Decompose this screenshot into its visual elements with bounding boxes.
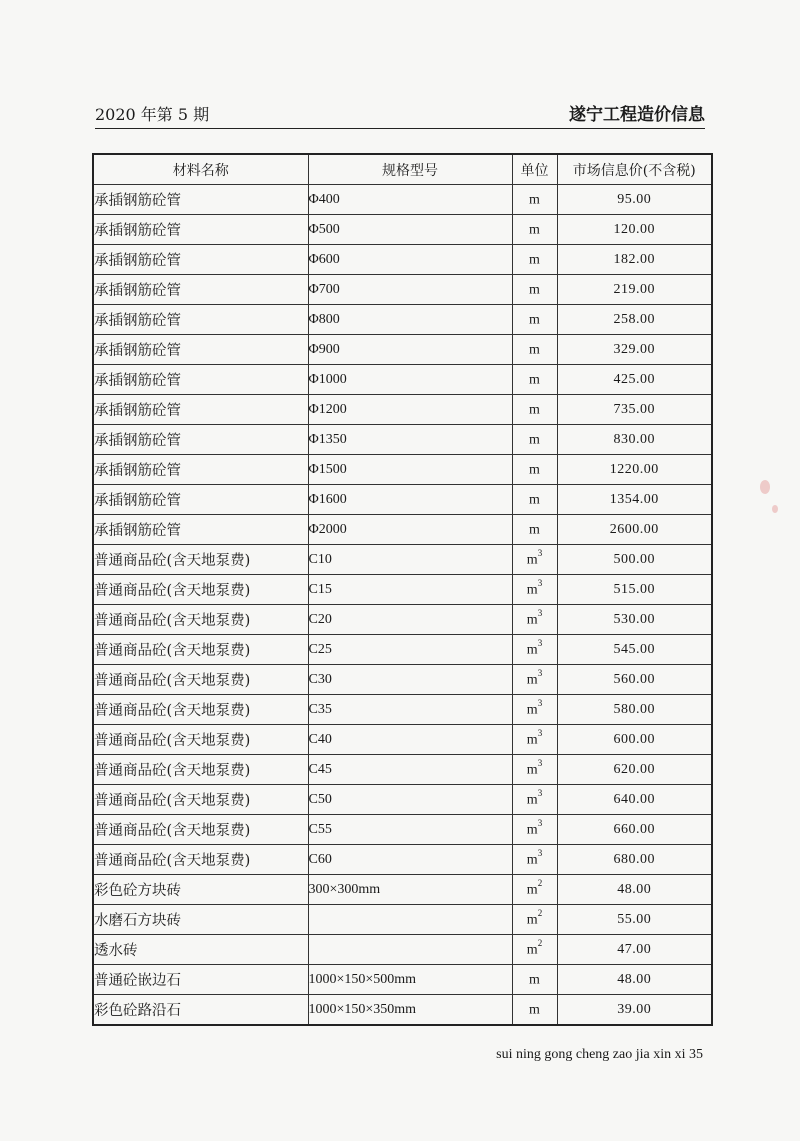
material-unit [512, 395, 557, 425]
material-spec: Φ1200 [308, 395, 512, 425]
table-row [93, 695, 712, 725]
table-row [93, 425, 712, 455]
material-spec: C60 [308, 845, 512, 875]
column-header-unit: 单位 [512, 154, 557, 185]
unit-exponent: 3 [537, 608, 543, 619]
market-price: 620.00 [557, 755, 712, 785]
unit-exponent: 3 [537, 728, 543, 739]
unit-base: m [526, 642, 538, 658]
unit-base: m [526, 672, 538, 688]
material-spec: C20 [308, 605, 512, 635]
table-row [93, 905, 712, 935]
table-row [93, 245, 712, 275]
material-unit [512, 725, 557, 755]
market-price: 560.00 [557, 665, 712, 695]
issue-label: 2020 年第 5 期 [95, 105, 210, 124]
unit-exponent: 2 [537, 938, 543, 949]
material-spec: Φ700 [308, 275, 512, 305]
market-price: 640.00 [557, 785, 712, 815]
table-row [93, 965, 712, 995]
market-price: 95.00 [557, 185, 712, 215]
page-header [95, 98, 705, 129]
table-row [93, 815, 712, 845]
market-price: 2600.00 [557, 515, 712, 545]
column-header-name: 材料名称 [93, 154, 308, 185]
unit-base: m [526, 762, 538, 778]
market-price: 329.00 [557, 335, 712, 365]
material-spec: Φ400 [308, 185, 512, 215]
material-unit [512, 935, 557, 965]
material-unit [512, 605, 557, 635]
material-unit [512, 455, 557, 485]
material-name: 普通商品砼(含天地泵费) [93, 725, 308, 755]
ink-stain [760, 480, 770, 494]
material-name: 承插钢筋砼管 [93, 455, 308, 485]
table-row [93, 485, 712, 515]
material-spec: Φ600 [308, 245, 512, 275]
unit-base: m [529, 312, 540, 328]
material-spec: Φ900 [308, 335, 512, 365]
column-header-spec: 规格型号 [308, 154, 512, 185]
unit-exponent: 3 [537, 698, 543, 709]
material-name: 承插钢筋砼管 [93, 485, 308, 515]
material-name: 普通商品砼(含天地泵费) [93, 695, 308, 725]
material-unit [512, 185, 557, 215]
material-spec: 1000×150×500mm [308, 965, 512, 995]
material-name: 承插钢筋砼管 [93, 305, 308, 335]
material-unit [512, 695, 557, 725]
material-spec: Φ1500 [308, 455, 512, 485]
unit-exponent: 2 [537, 908, 543, 919]
material-unit [512, 665, 557, 695]
unit-base: m [529, 222, 540, 238]
material-unit [512, 575, 557, 605]
material-spec: 300×300mm [308, 875, 512, 905]
unit-base: m [529, 522, 540, 538]
market-price: 39.00 [557, 995, 712, 1026]
unit-exponent: 3 [537, 758, 543, 769]
unit-base: m [526, 912, 538, 928]
unit-base: m [529, 192, 540, 208]
market-price: 48.00 [557, 965, 712, 995]
market-price: 830.00 [557, 425, 712, 455]
material-unit [512, 515, 557, 545]
material-spec: C50 [308, 785, 512, 815]
unit-base: m [529, 402, 540, 418]
material-unit [512, 755, 557, 785]
table-row [93, 215, 712, 245]
table-row [93, 395, 712, 425]
table-row [93, 935, 712, 965]
unit-base: m [529, 342, 540, 358]
market-price: 258.00 [557, 305, 712, 335]
material-spec: 1000×150×350mm [308, 995, 512, 1026]
market-price: 55.00 [557, 905, 712, 935]
table-row [93, 725, 712, 755]
material-unit [512, 275, 557, 305]
table-row [93, 515, 712, 545]
material-spec: Φ2000 [308, 515, 512, 545]
material-name: 透水砖 [93, 935, 308, 965]
material-spec: Φ1350 [308, 425, 512, 455]
material-unit [512, 785, 557, 815]
table-header-row [93, 154, 712, 185]
material-name: 普通商品砼(含天地泵费) [93, 755, 308, 785]
material-name: 普通商品砼(含天地泵费) [93, 845, 308, 875]
unit-base: m [526, 732, 538, 748]
material-name: 普通商品砼(含天地泵费) [93, 785, 308, 815]
unit-base: m [526, 822, 538, 838]
market-price: 182.00 [557, 245, 712, 275]
material-unit [512, 905, 557, 935]
market-price: 600.00 [557, 725, 712, 755]
material-unit [512, 965, 557, 995]
table-row [93, 845, 712, 875]
market-price: 515.00 [557, 575, 712, 605]
market-price: 735.00 [557, 395, 712, 425]
market-price: 545.00 [557, 635, 712, 665]
table-row [93, 995, 712, 1026]
table-row [93, 605, 712, 635]
unit-base: m [526, 942, 538, 958]
unit-base: m [526, 702, 538, 718]
ink-stain [772, 505, 778, 513]
material-spec: C25 [308, 635, 512, 665]
unit-base: m [526, 792, 538, 808]
unit-base: m [526, 612, 538, 628]
material-spec [308, 935, 512, 965]
material-spec: Φ500 [308, 215, 512, 245]
material-spec: Φ1000 [308, 365, 512, 395]
unit-base: m [529, 372, 540, 388]
material-unit [512, 845, 557, 875]
unit-base: m [529, 492, 540, 508]
unit-base: m [526, 882, 538, 898]
material-name: 普通商品砼(含天地泵费) [93, 815, 308, 845]
material-unit [512, 245, 557, 275]
market-price: 47.00 [557, 935, 712, 965]
material-spec: C55 [308, 815, 512, 845]
table-row [93, 545, 712, 575]
material-name: 普通商品砼(含天地泵费) [93, 635, 308, 665]
table-body [93, 185, 712, 1026]
material-name: 承插钢筋砼管 [93, 335, 308, 365]
material-name: 承插钢筋砼管 [93, 275, 308, 305]
material-name: 承插钢筋砼管 [93, 245, 308, 275]
column-header-price: 市场信息价(不含税) [557, 154, 712, 185]
material-unit [512, 545, 557, 575]
table-row [93, 455, 712, 485]
market-price: 530.00 [557, 605, 712, 635]
market-price: 580.00 [557, 695, 712, 725]
price-table [92, 153, 713, 1026]
material-name: 承插钢筋砼管 [93, 425, 308, 455]
unit-base: m [526, 582, 538, 598]
material-spec: C35 [308, 695, 512, 725]
unit-exponent: 3 [537, 668, 543, 679]
material-name: 承插钢筋砼管 [93, 365, 308, 395]
material-unit [512, 425, 557, 455]
market-price: 660.00 [557, 815, 712, 845]
unit-exponent: 3 [537, 578, 543, 589]
market-price: 1220.00 [557, 455, 712, 485]
table-row [93, 275, 712, 305]
table-row [93, 185, 712, 215]
unit-exponent: 2 [537, 878, 543, 889]
table-row [93, 785, 712, 815]
material-name: 普通商品砼(含天地泵费) [93, 575, 308, 605]
material-spec: C45 [308, 755, 512, 785]
table-row [93, 365, 712, 395]
table-row [93, 635, 712, 665]
table-row [93, 665, 712, 695]
publication-title: 遂宁工程造价信息 [569, 105, 705, 125]
material-name: 水磨石方块砖 [93, 905, 308, 935]
unit-base: m [526, 852, 538, 868]
table-row [93, 755, 712, 785]
unit-exponent: 3 [537, 548, 543, 559]
material-unit [512, 365, 557, 395]
unit-base: m [529, 282, 540, 298]
material-spec: Φ1600 [308, 485, 512, 515]
material-unit [512, 635, 557, 665]
unit-exponent: 3 [537, 848, 543, 859]
material-unit [512, 485, 557, 515]
material-name: 彩色砼路沿石 [93, 995, 308, 1026]
unit-base: m [529, 972, 540, 988]
material-spec: C15 [308, 575, 512, 605]
material-unit [512, 875, 557, 905]
market-price: 48.00 [557, 875, 712, 905]
material-name: 普通商品砼(含天地泵费) [93, 665, 308, 695]
material-name: 普通商品砼(含天地泵费) [93, 545, 308, 575]
table-row [93, 875, 712, 905]
unit-base: m [529, 1002, 540, 1018]
unit-base: m [529, 252, 540, 268]
material-name: 普通砼嵌边石 [93, 965, 308, 995]
table-row [93, 335, 712, 365]
market-price: 500.00 [557, 545, 712, 575]
unit-exponent: 3 [537, 818, 543, 829]
material-name: 承插钢筋砼管 [93, 515, 308, 545]
market-price: 120.00 [557, 215, 712, 245]
material-spec [308, 905, 512, 935]
material-spec: C40 [308, 725, 512, 755]
unit-base: m [526, 552, 538, 568]
page-footer: sui ning gong cheng zao jia xin xi 35 [496, 1047, 703, 1062]
market-price: 425.00 [557, 365, 712, 395]
table-row [93, 305, 712, 335]
material-unit [512, 815, 557, 845]
market-price: 680.00 [557, 845, 712, 875]
material-name: 承插钢筋砼管 [93, 185, 308, 215]
material-spec: C30 [308, 665, 512, 695]
material-unit [512, 335, 557, 365]
unit-base: m [529, 432, 540, 448]
material-name: 承插钢筋砼管 [93, 395, 308, 425]
unit-base: m [529, 462, 540, 478]
market-price: 1354.00 [557, 485, 712, 515]
table-row [93, 575, 712, 605]
unit-exponent: 3 [537, 638, 543, 649]
material-unit [512, 215, 557, 245]
material-name: 承插钢筋砼管 [93, 215, 308, 245]
material-name: 普通商品砼(含天地泵费) [93, 605, 308, 635]
material-name: 彩色砼方块砖 [93, 875, 308, 905]
market-price: 219.00 [557, 275, 712, 305]
material-unit [512, 995, 557, 1026]
material-spec: Φ800 [308, 305, 512, 335]
unit-exponent: 3 [537, 788, 543, 799]
material-unit [512, 305, 557, 335]
material-spec: C10 [308, 545, 512, 575]
